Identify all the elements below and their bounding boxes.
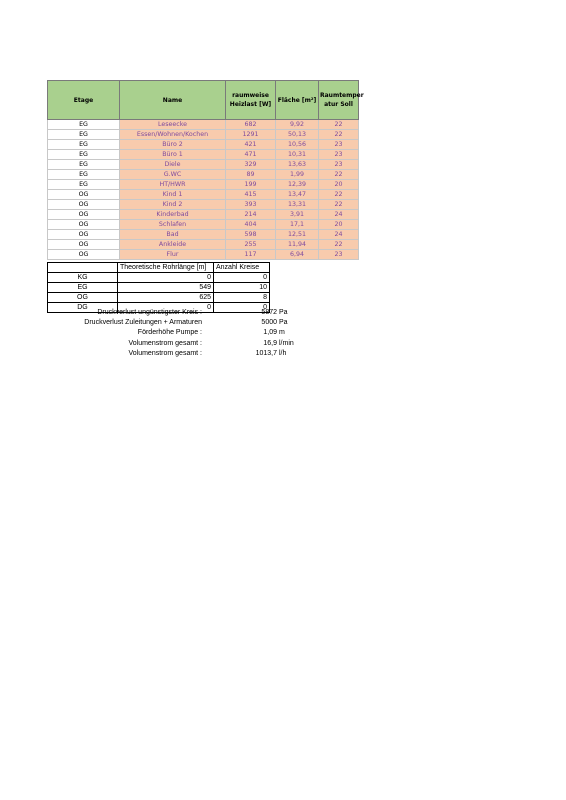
summary-label: Förderhöhe Pumpe : <box>137 329 202 337</box>
hydraulic-summary <box>47 308 307 359</box>
cell-heizlast: 329 <box>226 160 276 170</box>
cell-name: Büro 1 <box>120 150 226 160</box>
cell-etage: OG <box>48 200 120 210</box>
cell-temp: 22 <box>319 200 359 210</box>
cell-temp: 24 <box>319 210 359 220</box>
table-row <box>48 190 359 200</box>
pipe-cell-circuits: 10 <box>214 283 270 293</box>
pipe-cell-circuits: 8 <box>214 293 270 303</box>
table-header-row <box>48 81 359 120</box>
cell-temp: 23 <box>319 250 359 260</box>
summary-row <box>47 339 307 349</box>
summary-unit: l/h <box>279 349 287 357</box>
pipe-row <box>48 283 270 293</box>
pipe-cell-length: 0 <box>118 303 214 313</box>
col-header-name: Name <box>120 81 226 120</box>
table-row <box>48 210 359 220</box>
col-header-flaeche: Fläche [m²] <box>276 81 319 120</box>
table-row <box>48 240 359 250</box>
pipe-cell-level: DG <box>48 303 118 313</box>
summary-unit: Pa <box>279 309 288 316</box>
cell-etage: OG <box>48 230 120 240</box>
cell-name: HT/HWR <box>120 180 226 190</box>
pipe-cell-circuits: 0 <box>214 273 270 283</box>
cell-name: Flur <box>120 250 226 260</box>
pipe-row <box>48 293 270 303</box>
cell-name: Kind 1 <box>120 190 226 200</box>
table-row <box>48 250 359 260</box>
cell-name: Ankleide <box>120 240 226 250</box>
pipe-cell-length: 549 <box>118 283 214 293</box>
cell-heizlast: 214 <box>226 210 276 220</box>
summary-value: 5872 <box>261 309 277 316</box>
col-header-temp: Raumtemper atur Soll <box>319 81 359 120</box>
pipe-cell-level: KG <box>48 273 118 283</box>
table-row <box>48 130 359 140</box>
table-row <box>48 180 359 190</box>
cell-flaeche: 50,13 <box>276 130 319 140</box>
table-row <box>48 140 359 150</box>
cell-name: Kinderbad <box>120 210 226 220</box>
cell-etage: OG <box>48 210 120 220</box>
cell-flaeche: 3,91 <box>276 210 319 220</box>
cell-name: Schlafen <box>120 220 226 230</box>
cell-temp: 23 <box>319 140 359 150</box>
cell-heizlast: 421 <box>226 140 276 150</box>
cell-heizlast: 404 <box>226 220 276 230</box>
room-heat-load-table <box>47 80 364 260</box>
table-row <box>48 160 359 170</box>
summary-row <box>47 308 307 318</box>
cell-name: Bad <box>120 230 226 240</box>
cell-temp: 23 <box>319 150 359 160</box>
cell-etage: EG <box>48 130 120 140</box>
cell-etage: OG <box>48 250 120 260</box>
cell-heizlast: 471 <box>226 150 276 160</box>
summary-unit: m <box>279 329 285 337</box>
pipe-header-level <box>48 263 118 273</box>
cell-flaeche: 13,47 <box>276 190 319 200</box>
summary-label: Volumenstrom gesamt : <box>128 349 202 357</box>
cell-name: Diele <box>120 160 226 170</box>
summary-label: Druckverlust ungünstigster Kreis : <box>97 309 202 316</box>
summary-value: 1,09 <box>263 329 277 337</box>
summary-row <box>47 349 307 359</box>
table-row <box>48 120 359 130</box>
cell-flaeche: 6,94 <box>276 250 319 260</box>
cell-flaeche: 13,63 <box>276 160 319 170</box>
cell-name: Leseecke <box>120 120 226 130</box>
cell-temp: 22 <box>319 240 359 250</box>
cell-temp: 23 <box>319 160 359 170</box>
cell-etage: OG <box>48 240 120 250</box>
cell-temp: 20 <box>319 180 359 190</box>
pipe-header-length: Theoretische Rohrlänge [m] <box>118 263 214 273</box>
col-header-heizlast: raumweise Heizlast [W] <box>226 81 276 120</box>
cell-heizlast: 255 <box>226 240 276 250</box>
cell-etage: EG <box>48 150 120 160</box>
cell-flaeche: 1,99 <box>276 170 319 180</box>
cell-flaeche: 12,39 <box>276 180 319 190</box>
cell-temp: 22 <box>319 120 359 130</box>
summary-unit: Pa <box>279 319 288 327</box>
pipe-cell-circuits: 0 <box>214 303 270 313</box>
cell-name: G.WC <box>120 170 226 180</box>
cell-heizlast: 199 <box>226 180 276 190</box>
table-row <box>48 200 359 210</box>
cell-etage: EG <box>48 120 120 130</box>
cell-temp: 22 <box>319 170 359 180</box>
cell-temp: 22 <box>319 130 359 140</box>
summary-row <box>47 328 307 338</box>
cell-etage: EG <box>48 160 120 170</box>
summary-row <box>47 318 307 328</box>
cell-flaeche: 11,94 <box>276 240 319 250</box>
cell-flaeche: 10,31 <box>276 150 319 160</box>
cell-flaeche: 12,51 <box>276 230 319 240</box>
table-row <box>48 170 359 180</box>
summary-unit: l/min <box>279 339 294 347</box>
cell-name: Büro 2 <box>120 140 226 150</box>
cell-heizlast: 117 <box>226 250 276 260</box>
pipe-cell-level: EG <box>48 283 118 293</box>
summary-value: 1013,7 <box>255 349 277 357</box>
cell-etage: EG <box>48 170 120 180</box>
cell-temp: 22 <box>319 190 359 200</box>
cell-flaeche: 10,56 <box>276 140 319 150</box>
cell-name: Kind 2 <box>120 200 226 210</box>
cell-flaeche: 13,31 <box>276 200 319 210</box>
pipe-length-table <box>47 262 270 313</box>
pipe-header-row <box>48 263 270 273</box>
cell-heizlast: 415 <box>226 190 276 200</box>
cell-temp: 24 <box>319 230 359 240</box>
cell-etage: OG <box>48 190 120 200</box>
cell-heizlast: 682 <box>226 120 276 130</box>
cell-etage: EG <box>48 140 120 150</box>
cell-etage: OG <box>48 220 120 230</box>
cell-heizlast: 89 <box>226 170 276 180</box>
table-row <box>48 220 359 230</box>
summary-label: Druckverlust Zuleitungen + Armaturen <box>84 319 202 327</box>
pipe-cell-length: 0 <box>118 273 214 283</box>
summary-value: 5000 <box>261 319 277 327</box>
summary-value: 16,9 <box>263 339 277 347</box>
table-row <box>48 150 359 160</box>
cell-heizlast: 598 <box>226 230 276 240</box>
pipe-header-circuits: Anzahl Kreise <box>214 263 270 273</box>
pipe-cell-level: OG <box>48 293 118 303</box>
cell-name: Essen/Wohnen/Kochen <box>120 130 226 140</box>
cell-etage: EG <box>48 180 120 190</box>
table-row <box>48 230 359 240</box>
pipe-row <box>48 273 270 283</box>
pipe-cell-length: 625 <box>118 293 214 303</box>
col-header-etage: Etage <box>48 81 120 120</box>
summary-label: Volumenstrom gesamt : <box>128 339 202 347</box>
cell-heizlast: 393 <box>226 200 276 210</box>
cell-flaeche: 9,92 <box>276 120 319 130</box>
cell-temp: 20 <box>319 220 359 230</box>
cell-flaeche: 17,1 <box>276 220 319 230</box>
cell-heizlast: 1291 <box>226 130 276 140</box>
